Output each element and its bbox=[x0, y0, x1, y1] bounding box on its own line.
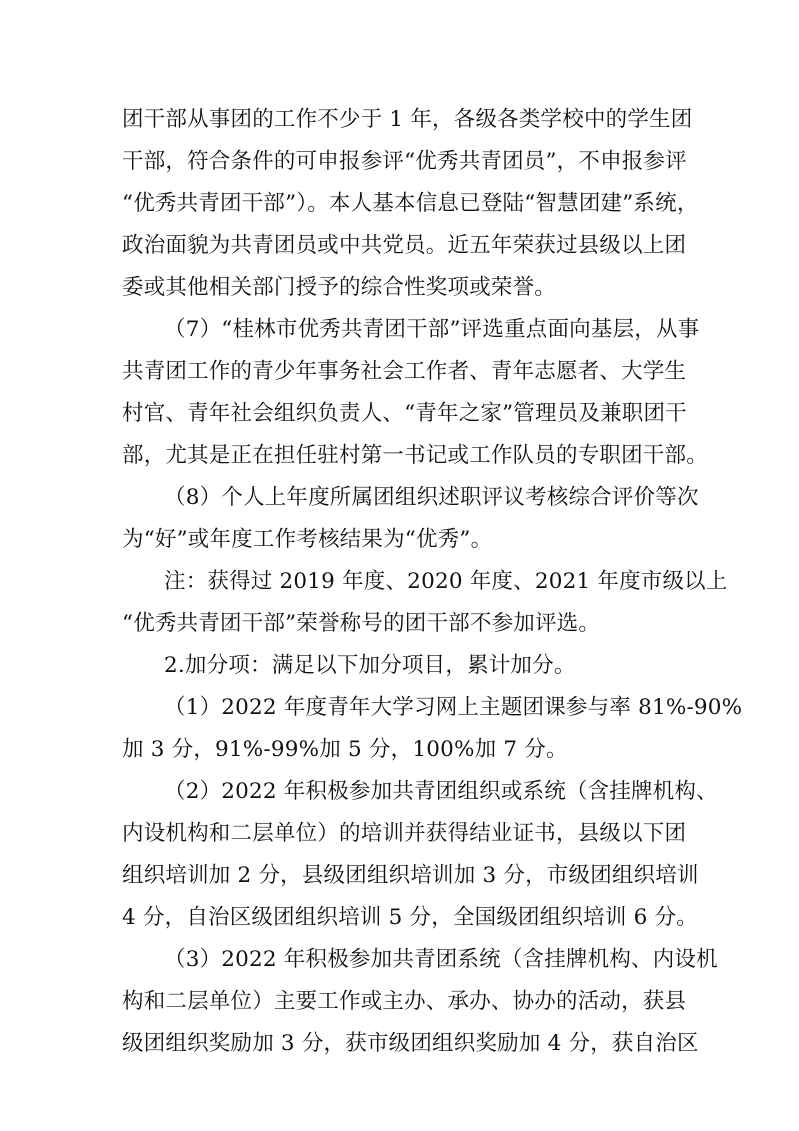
text-line: 注：获得过 2019 年度、2020 年度、2021 年度市级以上 bbox=[164, 569, 728, 594]
text-line: 部，尤其是正在担任驻村第一书记或工作队员的专职团干部。 bbox=[122, 443, 708, 468]
text-line: （3）2022 年积极参加共青团系统（含挂牌机构、内设机 bbox=[164, 947, 718, 972]
text-line: 组织培训加 2 分，县级团组织培训加 3 分，市级团组织培训 bbox=[122, 863, 699, 888]
text-line: 加 3 分，91%-99%加 5 分，100%加 7 分。 bbox=[122, 737, 568, 762]
text-line: 为“好”或年度工作考核结果为“优秀”。 bbox=[122, 527, 493, 552]
text-line: 共青团工作的青少年事务社会工作者、青年志愿者、大学生 bbox=[122, 359, 687, 384]
text-line: 2.加分项：满足以下加分项目，累计加分。 bbox=[164, 653, 576, 678]
text-line: （2）2022 年积极参加共青团组织或系统（含挂牌机构、 bbox=[164, 779, 718, 804]
text-line: 政治面貌为共青团员或中共党员。近五年荣获过县级以上团 bbox=[122, 233, 687, 258]
text-line: 4 分，自治区级团组织培训 5 分，全国级团组织培训 6 分。 bbox=[122, 905, 698, 930]
text-line: 构和二层单位）主要工作或主办、承办、协办的活动，获县 bbox=[122, 989, 687, 1014]
text-line: 干部，符合条件的可申报参评“优秀共青团员”，不申报参评 bbox=[122, 149, 687, 174]
text-line: “优秀共青团干部”）。本人基本信息已登陆“智慧团建”系统， bbox=[122, 191, 699, 216]
text-line: （1）2022 年度青年大学习网上主题团课参与率 81%-90% bbox=[164, 695, 743, 720]
text-line: 村官、青年社会组织负责人、“青年之家”管理员及兼职团干 bbox=[122, 401, 687, 426]
text-line: 内设机构和二层单位）的培训并获得结业证书，县级以下团 bbox=[122, 821, 687, 846]
text-line: 级团组织奖励加 3 分，获市级团组织奖励加 4 分，获自治区 bbox=[122, 1031, 699, 1056]
text-line: （7）“桂林市优秀共青团干部”评选重点面向基层，从事 bbox=[164, 317, 700, 342]
text-line: 委或其他相关部门授予的综合性奖项或荣誉。 bbox=[122, 275, 557, 300]
text-line: 团干部从事团的工作不少于 1 年，各级各类学校中的学生团 bbox=[122, 107, 693, 132]
text-line: （8）个人上年度所属团组织述职评议考核综合评价等次 bbox=[164, 485, 699, 510]
text-line: “优秀共青团干部”荣誉称号的团干部不参加评选。 bbox=[122, 611, 601, 636]
